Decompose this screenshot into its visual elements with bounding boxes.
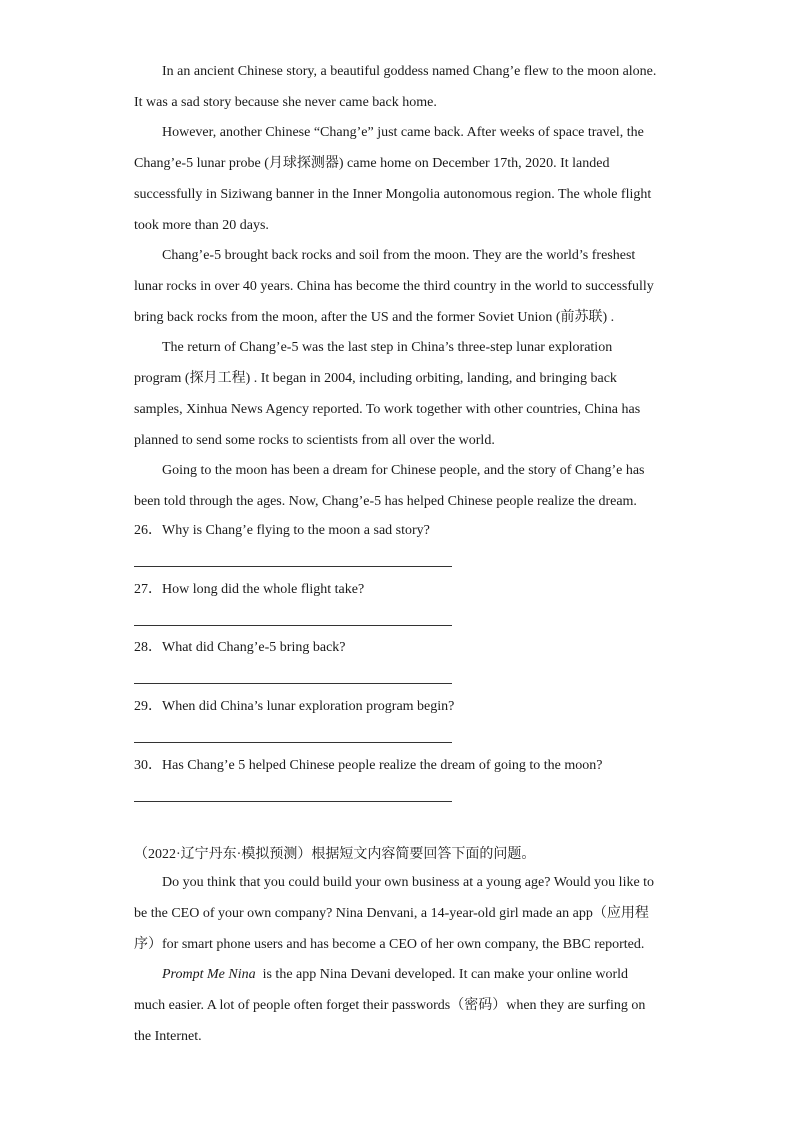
- paragraph-line: program (探月工程) . It began in 2004, including orbiting, landing, and bringing back: [134, 371, 617, 386]
- paragraph-line: In an ancient Chinese story, a beautiful goddess named Chang’e flew to the moon alone.: [162, 64, 657, 79]
- paragraph-line: much easier. A lot of people often forget their passwords（密码）when they are surfing on: [134, 998, 646, 1013]
- paragraph-line: Do you think that you could build your own business at a young age? Would you like to: [162, 875, 655, 890]
- question-number: 27．: [134, 582, 162, 597]
- answer-field-30[interactable]: [134, 801, 452, 802]
- question-number: 30．: [134, 758, 162, 773]
- paragraph-line: The return of Chang’e-5 was the last step in China’s three-step lunar exploration: [162, 340, 613, 355]
- question-text: When did China’s lunar exploration program begin?: [162, 699, 455, 714]
- paragraph-line: been told through the ages. Now, Chang’e-5 has helped Chinese people realize the dream.: [134, 494, 637, 509]
- question-27: [134, 581, 364, 599]
- question-text: Has Chang’e 5 helped Chinese people realize the dream of going to the moon?: [162, 758, 603, 773]
- paragraph-line: It was a sad story because she never came back home.: [134, 95, 437, 110]
- answer-field-28[interactable]: [134, 683, 452, 684]
- question-text: How long did the whole flight take?: [162, 582, 365, 597]
- section-header: （2022·辽宁丹东·模拟预测）根据短文内容简要回答下面的问题。: [134, 847, 536, 862]
- question-number: 28．: [134, 640, 162, 655]
- question-29: [134, 698, 454, 716]
- question-30: [134, 757, 602, 775]
- question-number: 26．: [134, 523, 162, 538]
- answer-field-26[interactable]: [134, 566, 452, 567]
- paragraph-line: However, another Chinese “Chang’e” just came back. After weeks of space travel, the: [162, 125, 644, 140]
- paragraph-line: planned to send some rocks to scientists from all over the world.: [134, 433, 495, 448]
- paragraph-line: samples, Xinhua News Agency reported. To work together with other countries, China has: [134, 402, 641, 417]
- paragraph-line: Going to the moon has been a dream for Chinese people, and the story of Chang’e has: [162, 463, 645, 478]
- paragraph-line: took more than 20 days.: [134, 218, 269, 233]
- question-text: Why is Chang’e flying to the moon a sad story?: [162, 523, 430, 538]
- paragraph-line: Chang’e-5 brought back rocks and soil from the moon. They are the world’s freshest: [162, 248, 636, 263]
- paragraph-line: be the CEO of your own company? Nina Denvani, a 14-year-old girl made an app（应用程: [134, 906, 649, 921]
- paragraph-line: Chang’e-5 lunar probe (月球探测器) came home on December 17th, 2020. It landed: [134, 156, 610, 171]
- question-26: [134, 522, 430, 540]
- app-name: Prompt Me Nina: [162, 967, 256, 982]
- paragraph-line: [162, 966, 628, 984]
- question-number: 29．: [134, 699, 162, 714]
- answer-field-29[interactable]: [134, 742, 452, 743]
- question-28: [134, 639, 346, 657]
- question-text: What did Chang’e-5 bring back?: [162, 640, 346, 655]
- answer-field-27[interactable]: [134, 625, 452, 626]
- paragraph-line: the Internet.: [134, 1029, 202, 1044]
- paragraph-line: successfully in Siziwang banner in the Inner Mongolia autonomous region. The whole flight: [134, 187, 652, 202]
- paragraph-line-text: is the app Nina Devani developed. It can make your online world: [262, 967, 629, 982]
- paragraph-line: lunar rocks in over 40 years. China has become the third country in the world to successfully: [134, 279, 654, 294]
- paragraph-line: 序）for smart phone users and has become a CEO of her own company, the BBC reported.: [134, 937, 645, 952]
- paragraph-line: bring back rocks from the moon, after the US and the former Soviet Union (前苏联) .: [134, 310, 615, 325]
